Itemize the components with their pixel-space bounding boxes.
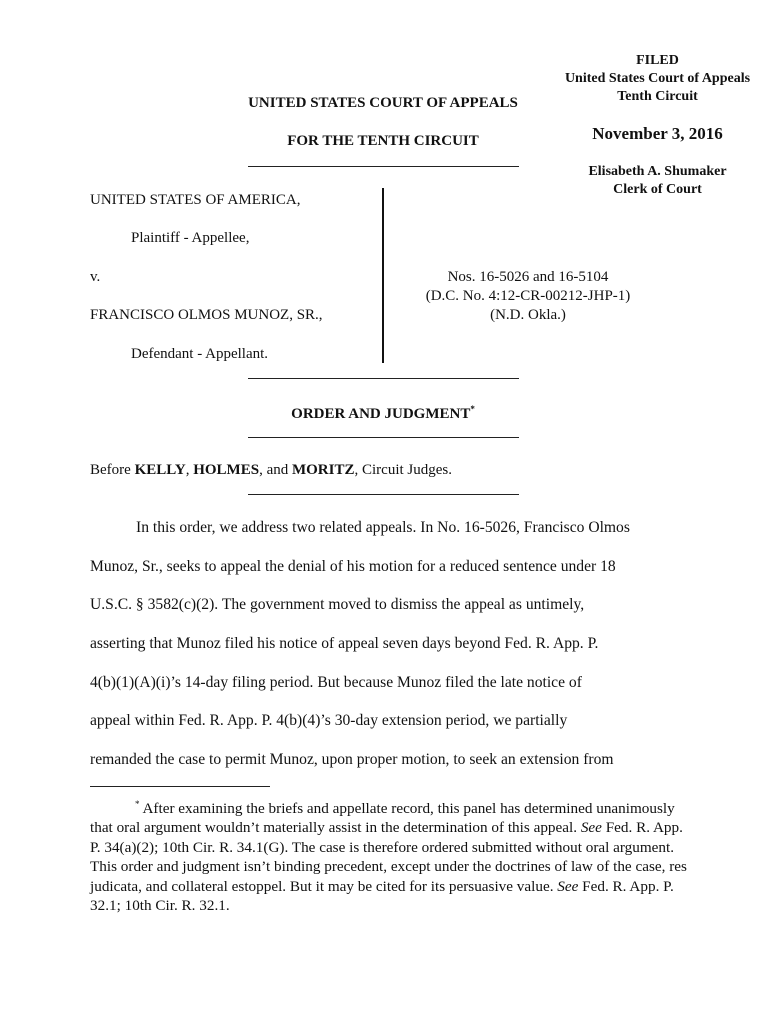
judge-moritz: MORITZ: [291, 462, 355, 478]
defendant-name: FRANCISCO OLMOS MUNOZ, SR.,: [90, 307, 323, 323]
defendant-role: Defendant - Appellant.: [131, 346, 269, 362]
footnote-text: Fed. R. App. P. 32.1; 10th Cir. R. 32.1.: [90, 877, 674, 915]
body-line: U.S.C. § 3582(c)(2). The government moved to dismiss the appeal as untimely,: [90, 596, 585, 613]
judge-holmes: HOLMES: [193, 462, 260, 478]
order-title-text: ORDER AND JUDGMENT: [291, 406, 471, 422]
panel-sep: , and: [259, 462, 292, 478]
filed-circuit: Tenth Circuit: [617, 89, 698, 104]
divider-rule: [248, 437, 519, 438]
plaintiff-name: UNITED STATES OF AMERICA,: [90, 192, 301, 208]
dc-number: (D.C. No. 4:12-CR-00212-JHP-1): [425, 288, 631, 304]
divider-rule: [248, 494, 519, 495]
body-line: appeal within Fed. R. App. P. 4(b)(4)’s 30-day extension period, we partially: [90, 712, 568, 729]
filed-status: FILED: [636, 53, 679, 68]
body-line: asserting that Munoz filed his notice of appeal seven days beyond Fed. R. App. P.: [90, 635, 599, 652]
footnote-text: Fed. R. App. P. 34(a)(2); 10th Cir. R. 34.1(G). The case is therefore ordered submitted without oral argument. This order and judgment isn’t binding precedent, except under the doctrines of law of the case, res judicata, and collateral estoppel. But it may be cited for its persuasive value.: [90, 819, 687, 895]
district: (N.D. Okla.): [490, 307, 566, 323]
panel-before: Before: [90, 462, 135, 478]
footnote-text: After examining the briefs and appellate record, this panel has determined unanimously that oral argument wouldn’t materially assist in the determination of this appeal.: [90, 800, 675, 837]
divider-rule: [248, 166, 519, 167]
filed-court: United States Court of Appeals: [564, 71, 751, 86]
caption-divider: [382, 188, 384, 363]
body-line: In this order, we address two related appeals. In No. 16-5026, Francisco Olmos: [136, 519, 630, 536]
case-numbers-block: [408, 268, 648, 325]
court-name: UNITED STATES COURT OF APPEALS: [248, 95, 518, 111]
order-title: [200, 404, 566, 423]
panel-line: [90, 462, 452, 479]
footnote-marker: *: [135, 799, 140, 809]
body-line: Munoz, Sr., seeks to appeal the denial of his motion for a reduced sentence under 18: [90, 558, 616, 575]
order-footnote-marker: *: [470, 404, 475, 414]
judge-kelly: KELLY: [134, 462, 186, 478]
case-numbers: Nos. 16-5026 and 16-5104: [447, 269, 609, 285]
footnote-rule: [90, 786, 270, 787]
clerk-block: [540, 163, 768, 199]
footnote-see: See: [580, 819, 602, 837]
body-line: remanded the case to permit Munoz, upon proper motion, to seek an extension from: [90, 751, 614, 768]
versus: v.: [90, 269, 101, 285]
filed-stamp: [540, 52, 768, 106]
clerk-title: Clerk of Court: [613, 182, 702, 197]
footnote: [90, 795, 690, 916]
divider-rule: [248, 378, 519, 379]
footnote-see: See: [557, 877, 579, 895]
body-line: 4(b)(1)(A)(i)’s 14-day filing period. But because Munoz filed the late notice of: [90, 674, 582, 691]
panel-suffix: , Circuit Judges.: [354, 462, 452, 478]
clerk-name: Elisabeth A. Shumaker: [588, 164, 727, 179]
circuit-name: FOR THE TENTH CIRCUIT: [287, 133, 479, 149]
filed-date: November 3, 2016: [592, 124, 723, 143]
plaintiff-role: Plaintiff - Appellee,: [131, 230, 250, 246]
panel-sep: ,: [185, 462, 194, 478]
